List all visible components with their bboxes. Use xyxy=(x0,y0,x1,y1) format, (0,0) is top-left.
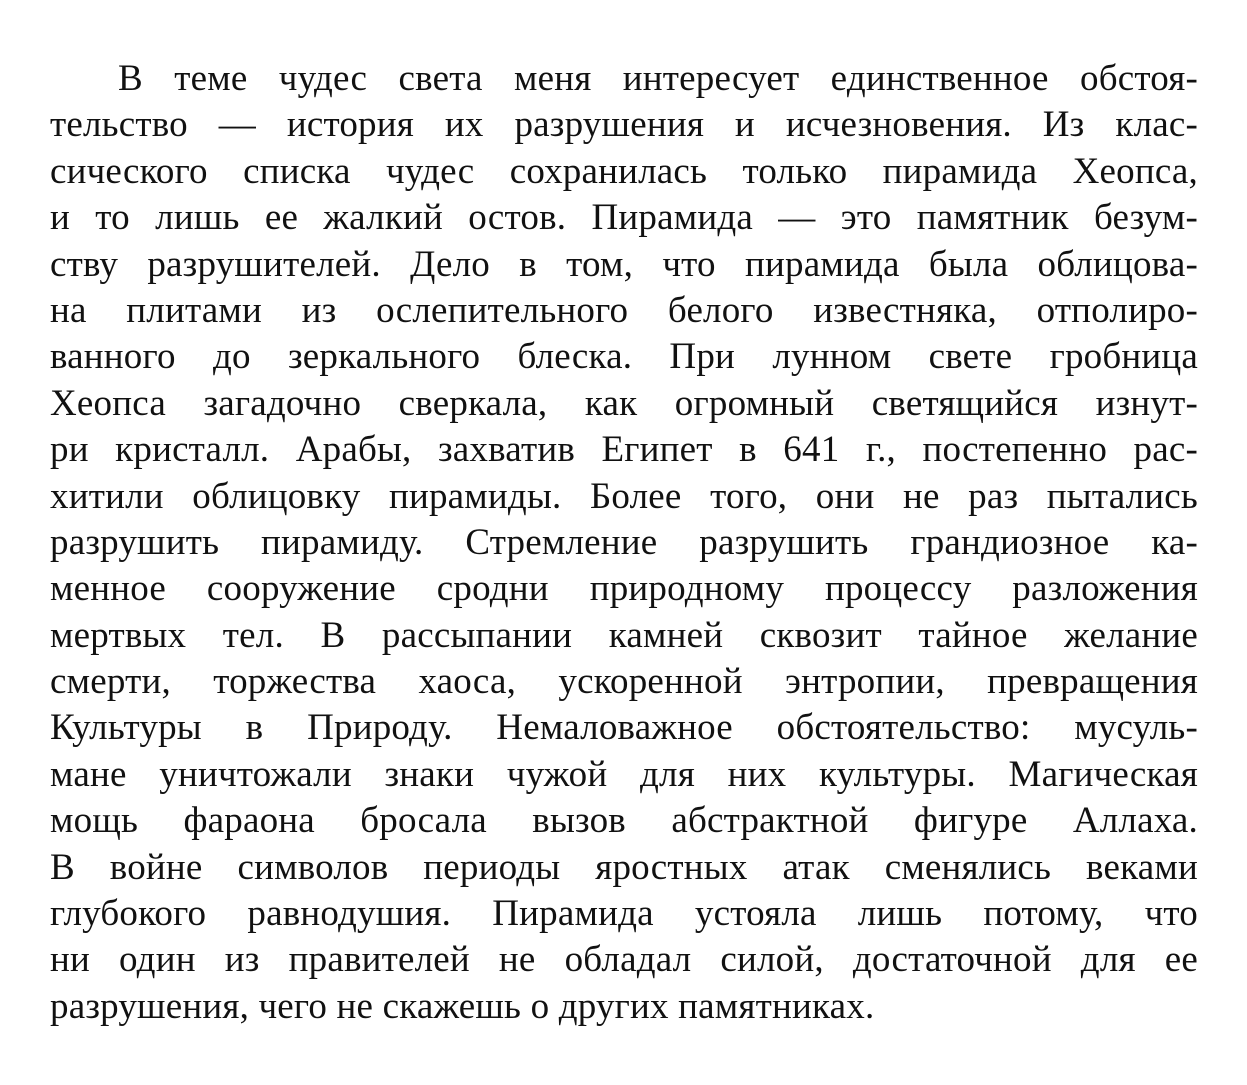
text-line: ванного до зеркального блеска. При лунном свете гробница xyxy=(50,336,1198,378)
text-line: Хеопса загадочно сверкала, как огромный светящийся изнут- xyxy=(50,382,1198,424)
text-line: глубокого равнодушия. Пирамида устояла лишь потому, что xyxy=(50,893,1198,935)
document-page xyxy=(50,56,1198,1030)
text-line: мощь фараона бросала вызов абстрактной фигуре Аллаха. xyxy=(50,800,1198,842)
text-line: хитили облицовку пирамиды. Более того, они не раз пытались xyxy=(50,475,1198,517)
text-line: ри кристалл. Арабы, захватив Египет в 641 г., постепенно рас- xyxy=(50,429,1198,471)
text-line: мертвых тел. В рассыпании камней сквозит тайное желание xyxy=(50,614,1198,656)
text-line: ству разрушителей. Дело в том, что пирамида была облицова- xyxy=(50,243,1198,285)
text-line: менное сооружение сродни природному процессу разложения xyxy=(50,568,1198,610)
body-paragraph xyxy=(50,56,1198,1030)
text-line: ни один из правителей не обладал силой, достаточной для ее xyxy=(50,939,1198,981)
text-line: сического списка чудес сохранилась только пирамида Хеопса, xyxy=(50,150,1198,192)
text-line: Культуры в Природу. Немаловажное обстоятельство: мусуль- xyxy=(50,707,1198,749)
text-line: В войне символов периоды яростных атак сменялись веками xyxy=(50,846,1198,888)
text-line: на плитами из ослепительного белого известняка, отполиро- xyxy=(50,289,1198,331)
text-line: мане уничтожали знаки чужой для них культуры. Магическая xyxy=(50,753,1198,795)
text-line: разрушить пирамиду. Стремление разрушить грандиозное ка- xyxy=(50,521,1198,563)
text-line: и то лишь ее жалкий остов. Пирамида — это памятник безум- xyxy=(50,197,1198,239)
text-line: смерти, торжества хаоса, ускоренной энтропии, превращения xyxy=(50,661,1198,703)
text-line: В теме чудес света меня интересует единственное обстоя- xyxy=(118,58,1198,99)
text-line: тельство — история их разрушения и исчезновения. Из клас- xyxy=(50,104,1198,146)
text-line: разрушения, чего не скажешь о других памятниках. xyxy=(50,985,875,1027)
